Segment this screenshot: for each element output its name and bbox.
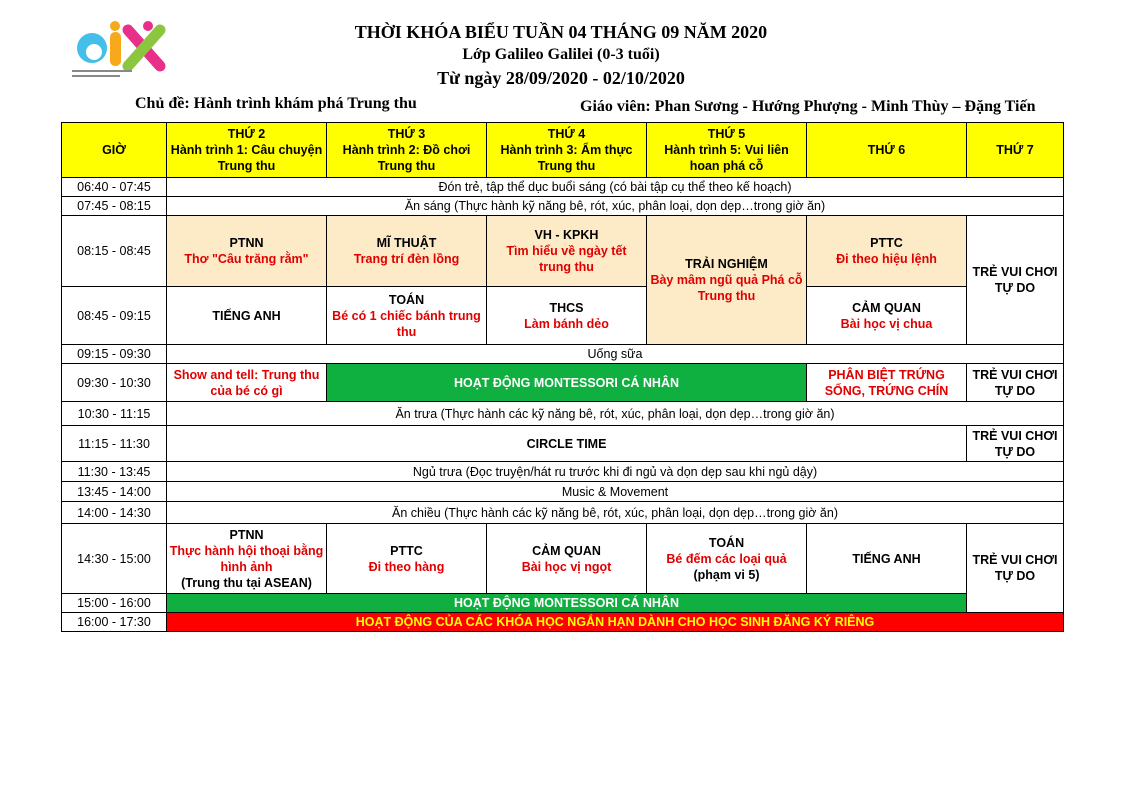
table-row: [62, 594, 1064, 613]
time-cell: 09:30 - 10:30: [62, 364, 167, 402]
montessori-cell: HOẠT ĐỘNG MONTESSORI CÁ NHÂN: [167, 594, 967, 613]
activity-cell: PTTC Đi theo hiệu lệnh: [807, 216, 967, 287]
table-row: [62, 287, 1064, 345]
activity-cell: PTTC Đi theo hàng: [327, 524, 487, 594]
activity-cell: TIẾNG ANH: [167, 287, 327, 345]
time-cell: 11:30 - 13:45: [62, 462, 167, 482]
activity-cell: PHÂN BIỆT TRỨNG SỐNG, TRỨNG CHÍN: [807, 364, 967, 402]
time-cell: 16:00 - 17:30: [62, 613, 167, 632]
teachers-label: Giáo viên: Phan Sương - Hướng Phượng - Minh Thùy – Đặng Tiến: [580, 98, 1036, 115]
time-cell: 10:30 - 11:15: [62, 402, 167, 426]
activity-cell: TRẺ VUI CHƠI TỰ DO: [967, 524, 1064, 613]
short-course-cell: HOẠT ĐỘNG CỦA CÁC KHÓA HỌC NGẮN HẠN DÀNH CHO HỌC SINH ĐĂNG KÝ RIÊNG: [167, 613, 1064, 632]
activity-cell: PTNN Thực hành hội thoại bằng hình ảnh (Trung thu tại ASEAN): [167, 524, 327, 594]
montessori-cell: HOẠT ĐỘNG MONTESSORI CÁ NHÂN: [327, 364, 807, 402]
header-row: [62, 123, 1064, 178]
col-thursday: THỨ 5 Hành trình 5: Vui liên hoan phá cỗ: [647, 123, 807, 178]
table-row: [62, 524, 1064, 594]
table-row: [62, 402, 1064, 426]
activity-cell: Ăn sáng (Thực hành kỹ năng bê, rót, xúc, phân loại, dọn dẹp…trong giờ ăn): [167, 197, 1064, 216]
activity-cell: TIẾNG ANH: [807, 524, 967, 594]
time-cell: 06:40 - 07:45: [62, 178, 167, 197]
activity-cell: Music & Movement: [167, 482, 1064, 502]
activity-cell: CẢM QUAN Bài học vị ngọt: [487, 524, 647, 594]
col-wednesday: THỨ 4 Hành trình 3: Ẩm thực Trung thu: [487, 123, 647, 178]
time-cell: 13:45 - 14:00: [62, 482, 167, 502]
activity-cell: VH - KPKH Tìm hiểu về ngày tết trung thu: [487, 216, 647, 287]
activity-cell: TOÁN Bé đếm các loại quả (phạm vi 5): [647, 524, 807, 594]
col-friday: THỨ 6: [807, 123, 967, 178]
activity-cell: MĨ THUẬT Trang trí đèn lồng: [327, 216, 487, 287]
activity-cell: Ăn trưa (Thực hành các kỹ năng bê, rót, xúc, phân loại, dọn dẹp…trong giờ ăn): [167, 402, 1064, 426]
table-row: [62, 426, 1064, 462]
table-row: [62, 613, 1064, 632]
table-row: [62, 502, 1064, 524]
time-cell: 11:15 - 11:30: [62, 426, 167, 462]
time-cell: 08:15 - 08:45: [62, 216, 167, 287]
activity-cell: CIRCLE TIME: [167, 426, 967, 462]
table-row: [62, 345, 1064, 364]
class-label: Lớp Galileo Galilei (0-3 tuổi): [462, 46, 660, 63]
activity-cell: TRẺ VUI CHƠI TỰ DO: [967, 426, 1064, 462]
col-time: GIỜ: [62, 123, 167, 178]
activity-cell: Đón trẻ, tập thể dục buổi sáng (có bài tập cụ thể theo kế hoạch): [167, 178, 1064, 197]
activity-cell: TRẢI NGHIỆM Bày mâm ngũ quả Phá cỗ Trung thu: [647, 216, 807, 345]
activity-cell: PTNN Thơ "Câu trăng rằm": [167, 216, 327, 287]
theme-label: Chủ đề: Hành trình khám phá Trung thu: [135, 95, 417, 112]
table-row: [62, 364, 1064, 402]
activity-cell: TRẺ VUI CHƠI TỰ DO: [967, 216, 1064, 345]
col-monday: THỨ 2 Hành trình 1: Câu chuyện Trung thu: [167, 123, 327, 178]
table-row: [62, 216, 1064, 287]
time-cell: 15:00 - 16:00: [62, 594, 167, 613]
time-cell: 14:00 - 14:30: [62, 502, 167, 524]
activity-cell: Show and tell: Trung thu của bé có gì: [167, 364, 327, 402]
date-range: Từ ngày 28/09/2020 - 02/10/2020: [437, 68, 685, 88]
page-title: THỜI KHÓA BIỂU TUẦN 04 THÁNG 09 NĂM 2020: [354, 22, 768, 42]
col-tuesday: THỨ 3 Hành trình 2: Đồ chơi Trung thu: [327, 123, 487, 178]
time-cell: 08:45 - 09:15: [62, 287, 167, 345]
activity-cell: Ngủ trưa (Đọc truyện/hát ru trước khi đi ngủ và dọn dẹp sau khi ngủ dậy): [167, 462, 1064, 482]
time-cell: 07:45 - 08:15: [62, 197, 167, 216]
activity-cell: CẢM QUAN Bài học vị chua: [807, 287, 967, 345]
time-cell: 14:30 - 15:00: [62, 524, 167, 594]
table-row: [62, 482, 1064, 502]
activity-cell: TOÁN Bé có 1 chiếc bánh trung thu: [327, 287, 487, 345]
table-row: [62, 178, 1064, 197]
time-cell: 09:15 - 09:30: [62, 345, 167, 364]
timetable: [61, 122, 1064, 632]
activity-cell: Ăn chiều (Thực hành các kỹ năng bê, rót, xúc, phân loại, dọn dẹp…trong giờ ăn): [167, 502, 1064, 524]
table-row: [62, 462, 1064, 482]
col-saturday: THỨ 7: [967, 123, 1064, 178]
activity-cell: Uống sữa: [167, 345, 1064, 364]
table-row: [62, 197, 1064, 216]
activity-cell: THCS Làm bánh dẻo: [487, 287, 647, 345]
activity-cell: TRẺ VUI CHƠI TỰ DO: [967, 364, 1064, 402]
